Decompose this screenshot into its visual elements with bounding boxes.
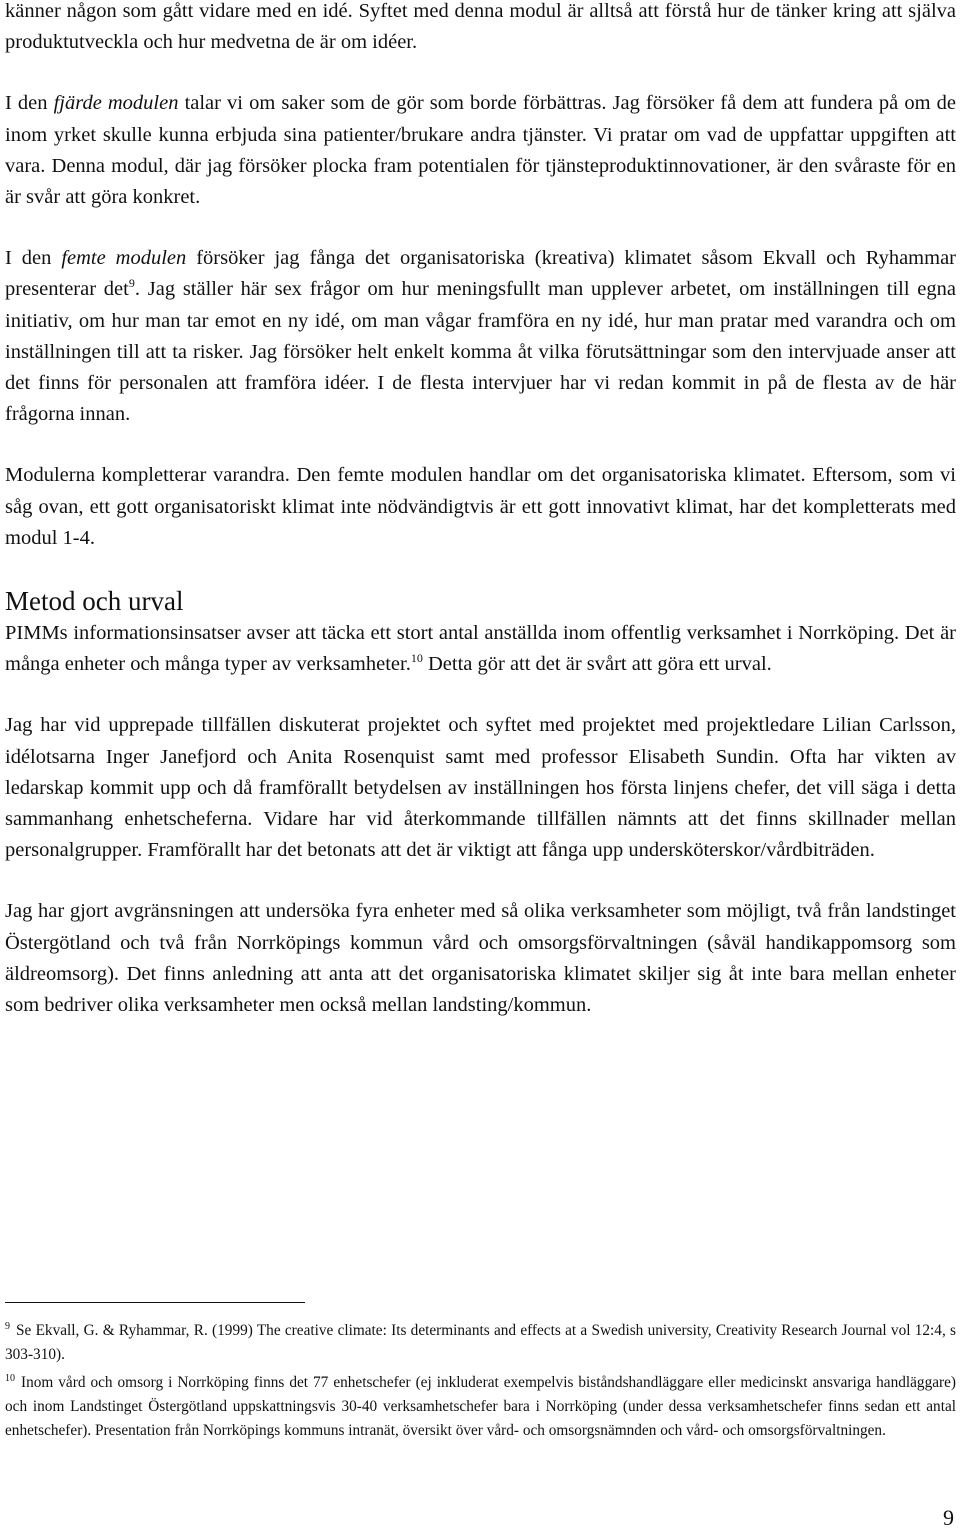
section-heading: Metod och urval bbox=[5, 586, 184, 617]
footnote-divider bbox=[5, 1302, 305, 1303]
footnotes bbox=[5, 1302, 956, 1447]
emphasis-fourth-module: fjärde modulen bbox=[53, 92, 179, 115]
paragraph-text: I den bbox=[5, 92, 54, 115]
footnote-number: 10 bbox=[5, 1372, 15, 1384]
paragraph-text: talar vi om saker som de gör som borde förbättras. Jag försöker få dem att fundera på om de inom yrket skulle kunna erbjuda sina patienter/brukare andra tjänster. Vi pratar om vad de uppfattar uppgiften att vara. Denna modul, där jag försöker plocka fram potentialen för tjänsteproduktinnovationer, är den svåraste för en är svår att göra konkret. bbox=[5, 92, 956, 209]
footnote-text: Inom vård och omsorg i Norrköping finns det 77 enhetschefer (ej inkluderat exempelvis biståndshandläggare eller medicinskt ansvariga handläggare) och inom Landstinget Östergötland uppskattningsvis 30-40 verksamhetschefer bara i Norrköping (under dessa verksamhetschefer finns sedan ett antal enhetschefer). Presentation från Norrköpings kommuns intranät, översikt över vård- och omsorgsnämnden och vård- och omsorgsförvaltningen. bbox=[5, 1374, 956, 1439]
document-body bbox=[5, 0, 956, 1021]
paragraph-pimm-info bbox=[5, 618, 956, 680]
paragraph-text: försöker jag fånga det organisatoriska (kreativa) klimatet såsom Ekvall och Ryhammar presenterar det bbox=[5, 247, 956, 301]
paragraph-text: Modulerna kompletterar varandra. Den femte modulen handlar om det organisatoriska klimatet. Eftersom, som vi såg ovan, ett gott organisatoriskt klimat inte nödvändigtvis är ett gott innovativt klimat, har det kompletterats med modul 1-4. bbox=[5, 464, 956, 549]
paragraph-text: Jag har vid upprepade tillfällen diskuterat projektet och syftet med projektet med projektledare Lilian Carlsson, idélotsarna Inger Janefjord och Anita Rosenquist samt med professor Elisabeth Sundin. Ofta har vikten av ledarskap kommit upp och då framförallt betydelsen av inställningen hos första linjens chefer, det vill säga i detta sammanhang enhetscheferna. Vidare har vid återkommande tillfällen nämnts att det finns skillnader mellan personalgrupper. Framförallt har det betonats att det är viktigt att fånga upp undersköterskor/vårdbiträden. bbox=[5, 714, 956, 862]
footnote-9 bbox=[5, 1319, 956, 1367]
paragraph-modules-complement bbox=[5, 460, 956, 554]
emphasis-fifth-module: femte modulen bbox=[61, 247, 187, 270]
footnote-ref-9[interactable]: 9 bbox=[128, 276, 135, 291]
footnote-text: Se Ekvall, G. & Ryhammar, R. (1999) The creative climate: Its determinants and effects at a Swedish university, Creativity Research Journal vol 12:4, s 303-310). bbox=[5, 1322, 956, 1363]
paragraph-delimitation bbox=[5, 896, 956, 1021]
paragraph-text: Detta gör att det är svårt att göra ett urval. bbox=[422, 653, 772, 676]
paragraph-text: känner någon som gått vidare med en idé. Syftet med denna modul är alltså att förstå hur de tänker kring att själva produktutveckla och hur medvetna de är om idéer. bbox=[5, 0, 956, 54]
paragraph-text: Jag har gjort avgränsningen att undersöka fyra enheter med så olika verksamheter som möjligt, två från landstinget Östergötland och två från Norrköpings kommun vård och omsorgsförvaltningen (såväl handikappomsorg som äldreomsorg). Det finns anledning att anta att det organisatoriska klimatet skiljer sig åt inte bara mellan enheter som bedriver olika verksamheter men också mellan landsting/kommun. bbox=[5, 900, 956, 1017]
paragraph-fifth-module bbox=[5, 243, 956, 430]
footnote-number: 9 bbox=[5, 1320, 10, 1332]
page-number: 9 bbox=[943, 1505, 954, 1530]
paragraph-text: . Jag ställer här sex frågor om hur meningsfullt man upplever arbetet, om inställningen till egna initiativ, om hur man tar emot en ny idé, om man vågar framföra en ny idé, hur man pratar med varandra och om inställningen till att ta risker. Jag försöker helt enkelt komma åt vilka förutsättningar som den intervjuade anser att det finns för personalen att framföra idéer. I de flesta intervjuer har vi redan kommit in på de flesta av de här frågorna innan. bbox=[5, 278, 956, 426]
paragraph-fourth-module bbox=[5, 88, 956, 213]
paragraph-text: PIMMs informationsinsatser avser att täcka ett stort antal anställda inom offentlig verksamhet i Norrköping. Det är många enheter och många typer av verksamheter. bbox=[5, 622, 956, 676]
footnote-10 bbox=[5, 1371, 956, 1443]
footnote-ref-10[interactable]: 10 bbox=[410, 651, 423, 666]
paragraph-text: I den bbox=[5, 247, 62, 270]
paragraph-module-intro-end bbox=[5, 0, 956, 58]
paragraph-project-discussion bbox=[5, 710, 956, 866]
